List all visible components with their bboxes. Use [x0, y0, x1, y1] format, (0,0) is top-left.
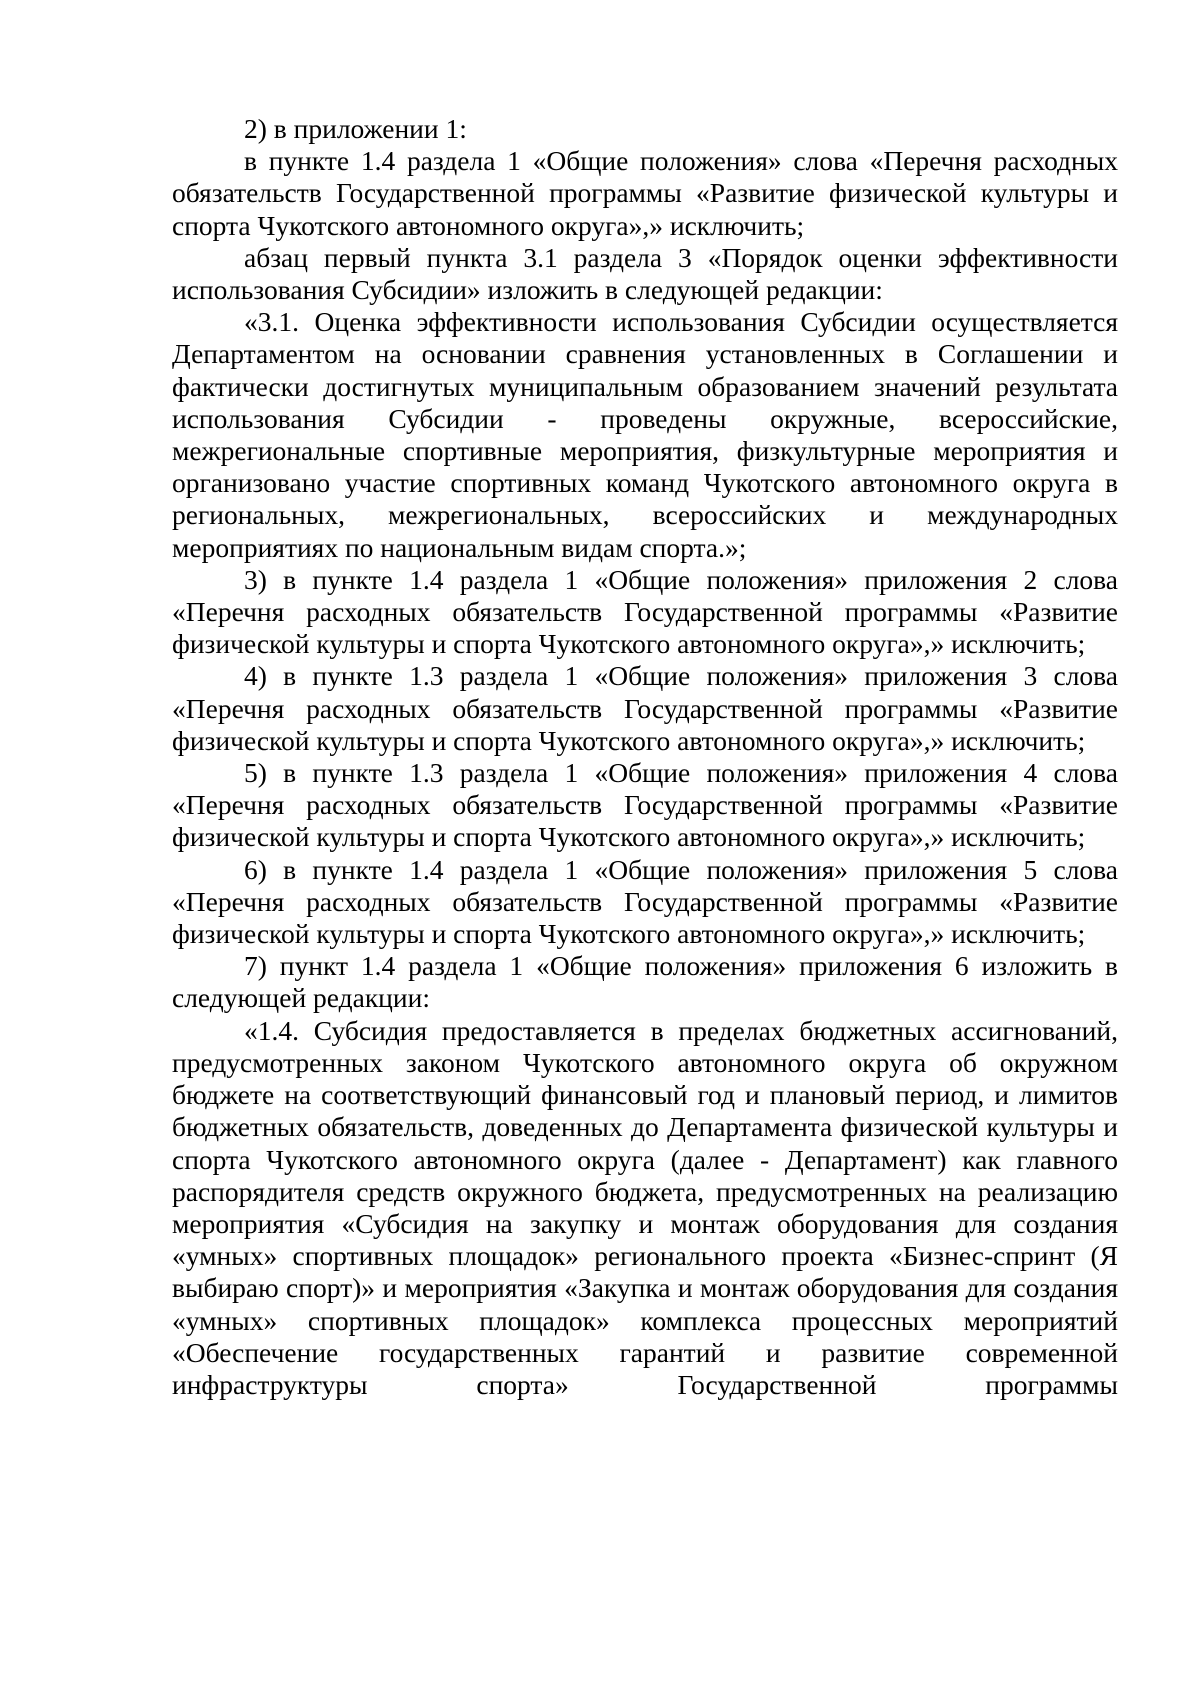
paragraph-item-4: 4) в пункте 1.3 раздела 1 «Общие положения» приложения 3 слова «Перечня расходных обязательств Государственной программы «Развитие физической культуры и спорта Чукотского автономного округа»,» исключить;: [172, 660, 1118, 756]
paragraph-clause-3-1-intro: абзац первый пункта 3.1 раздела 3 «Порядок оценки эффективности использования Субсидии» изложить в следующей редакции:: [172, 241, 1118, 306]
paragraph-item-6: 6) в пункте 1.4 раздела 1 «Общие положения» приложения 5 слова «Перечня расходных обязательств Государственной программы «Развитие физической культуры и спорта Чукотского автономного округа»,» исключить;: [172, 853, 1118, 950]
paragraph-clause-3-1-text: «3.1. Оценка эффективности использования Субсидии осуществляется Департаментом на основании сравнения установленных в Соглашении и фактически достигнутых муниципальным образованием значений результата использования Субсидии - проведены окружные, всероссийские, межрегиональные спортивные мероприятия, физкультурные мероприятия и организовано участие спортивных команд Чукотского автономного округа в региональных, межрегиональных, всероссийских и международных мероприятиях по национальным видам спорта.»;: [172, 306, 1118, 563]
paragraph-item-3: 3) в пункте 1.4 раздела 1 «Общие положения» приложения 2 слова «Перечня расходных обязательств Государственной программы «Развитие физической культуры и спорта Чукотского автономного округа»,» исключить;: [172, 563, 1118, 660]
paragraph-item-2-appendix-1: 2) в приложении 1:: [244, 113, 467, 144]
document-body: [172, 113, 1118, 1401]
paragraph-clause-1-4-text: «1.4. Субсидия предоставляется в пределах бюджетных ассигнований, предусмотренных законом Чукотского автономного округа об окружном бюджете на соответствующий финансовый год и плановый период, и лимитов бюджетных обязательств, доведенных до Департамента физической культуры и спорта Чукотского автономного округа (далее - Департамент) как главного распорядителя средств окружного бюджета, предусмотренных на реализацию мероприятия «Субсидия на закупку и монтаж оборудования для создания «умных» спортивных площадок» регионального проекта «Бизнес-спринт (Я выбираю спорт)» и мероприятия «Закупка и монтаж оборудования для создания «умных» спортивных площадок» комплекса процессных мероприятий «Обеспечение государственных гарантий и развитие современной инфраструктуры спорта» Государственной программы: [172, 1014, 1118, 1400]
paragraph-item-5: 5) в пункте 1.3 раздела 1 «Общие положения» приложения 4 слова «Перечня расходных обязательств Государственной программы «Развитие физической культуры и спорта Чукотского автономного округа»,» исключить;: [172, 757, 1118, 853]
paragraph-item-7: 7) пункт 1.4 раздела 1 «Общие положения» приложения 6 изложить в следующей редакции:: [172, 950, 1118, 1014]
paragraph-clause-1-4-exclude: в пункте 1.4 раздела 1 «Общие положения» слова «Перечня расходных обязательств Государственной программы «Развитие физической культуры и спорта Чукотского автономного округа»,» исключить;: [172, 145, 1118, 241]
